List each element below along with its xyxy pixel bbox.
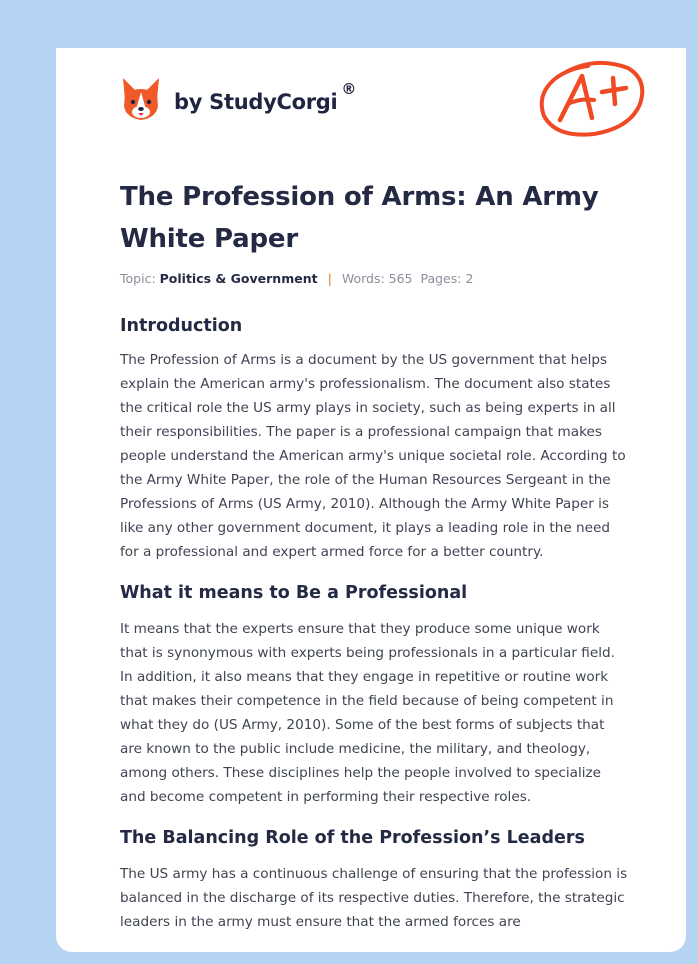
- section-what-it-means: [120, 581, 630, 809]
- registered-mark: ®: [341, 80, 357, 98]
- words-label: Words:: [341, 271, 385, 286]
- section-heading: Introduction: [120, 316, 243, 336]
- section-heading: What it means to Be a Professional: [120, 583, 468, 603]
- studycorgi-logo[interactable]: [120, 76, 356, 122]
- article: [120, 176, 630, 934]
- section-paragraph: It means that the experts ensure that they produce some unique work that is synonymous with experts being professionals in a particular field. In addition, it also means that they engage in repetitive or routine work that makes their competence in the field because of being competent in what they do (US Army, 2010). Some of the best forms of subjects that are known to the public include medicine, the military, and theology, among others. These disciplines help the people involved to specialize and become competent in performing their respective roles.: [120, 621, 615, 805]
- words-count: 565: [388, 271, 413, 286]
- brand-name: by StudyCorgi: [174, 90, 338, 114]
- section-paragraph: The Profession of Arms is a document by the US government that helps explain the American army's professionalism. The document also states the critical role the US army plays in society, such as being experts in all their responsibilities. The paper is a professional campaign that makes people understand the American army's unique societal role. According to the Army White Paper, the role of the Human Resources Sergeant in the Professions of Arms (US Army, 2010). Although the Army White Paper is like any other government document, it plays a leading role in the need for a professional and expert armed force for a better country.: [120, 352, 626, 560]
- article-title: The Profession of Arms: An Army White Paper: [120, 182, 599, 254]
- section-introduction: [120, 314, 630, 564]
- pages-label: Pages:: [420, 271, 462, 286]
- section-heading: The Balancing Role of the Profession’s Leaders: [120, 828, 585, 848]
- a-plus-grade-badge: [536, 58, 648, 140]
- article-meta: [120, 270, 630, 288]
- corgi-logo-icon: [120, 76, 162, 122]
- topic-link[interactable]: Politics & Government: [159, 271, 318, 286]
- section-balancing-role: [120, 826, 630, 934]
- topic-label: Topic:: [120, 271, 156, 286]
- meta-separator: |: [327, 271, 332, 286]
- document-page: [56, 48, 686, 952]
- grade-badge-text: A+: [536, 58, 538, 59]
- pages-count: 2: [465, 271, 474, 286]
- section-paragraph: The US army has a continuous challenge of ensuring that the profession is balanced in the discharge of its respective duties. Therefore, the strategic leaders in the army must ensure that the armed forces are: [120, 866, 628, 930]
